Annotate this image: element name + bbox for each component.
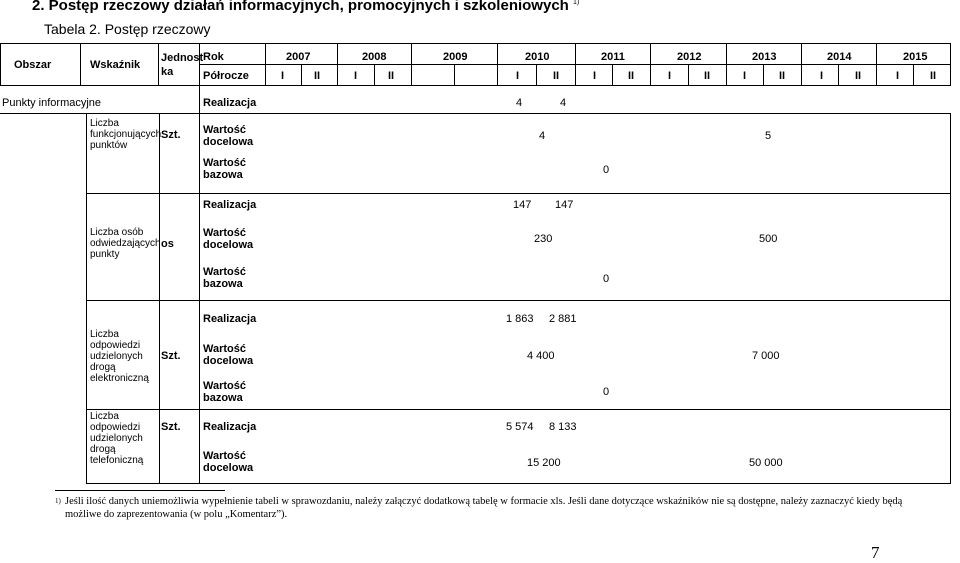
footnote-marker: 1) (55, 497, 61, 505)
realizacja-value: 5 574 (506, 421, 534, 433)
docelowa-value: 500 (759, 233, 778, 245)
year-label: 2008 (362, 51, 387, 63)
realizacja-label: Realizacja (203, 421, 257, 433)
docelowa-value: 5 (765, 130, 772, 142)
realizacja-label: Realizacja (203, 313, 257, 325)
bazowa-label: Wartość bazowa (203, 157, 246, 181)
section-heading-text: 2. Postęp rzeczowy działań informacyjnych, promocyjnych i szkoleniowych (32, 0, 569, 14)
indicator-name: Liczba odpowiedzi udzielonych drogą elektroniczną (90, 329, 149, 384)
realizacja-value: 147 (513, 199, 532, 211)
header-jednostka-line2: ka (161, 66, 174, 78)
indicator-name: Liczba osób odwiedzających punkty (90, 227, 161, 260)
indicator-unit: Szt. (161, 350, 181, 362)
docelowa-value: 50 000 (749, 457, 783, 469)
heading-footnote-ref: 1) (573, 0, 580, 6)
footnote (55, 495, 915, 520)
header-obszar: Obszar (14, 59, 52, 71)
docelowa-value: 4 400 (527, 350, 555, 362)
realizacja-label: Realizacja (203, 199, 257, 211)
indicator-name: Liczba odpowiedzi udzielonych drogą telefoniczną (90, 411, 144, 466)
docelowa-value: 7 000 (752, 350, 780, 362)
indicator-unit: Szt. (161, 421, 181, 433)
half-label: II (855, 70, 862, 82)
table-caption: Tabela 2. Postęp rzeczowy (44, 21, 211, 37)
year-label: 2014 (827, 51, 852, 63)
realizacja-value: 1 863 (506, 313, 534, 325)
footnote-text: Jeśli ilość danych uniemożliwia wypełnienie tabeli w sprawozdaniu, należy załączyć dodatkową tabelę w formacie xls. Jeśli dane dotyczące wskaźników nie są dostępne, należy zaznaczyć kiedy będą możliwe do zaprezentowania (w polu „Komentarz”). (65, 496, 903, 520)
half-label: I (896, 70, 900, 82)
year-label: 2015 (903, 51, 928, 63)
half-label: I (820, 70, 824, 82)
page-number: 7 (871, 543, 880, 562)
docelowa-value: 15 200 (527, 457, 561, 469)
realizacja-value: 147 (555, 199, 574, 211)
realizacja-value: 8 133 (549, 421, 577, 433)
year-label: 2012 (677, 51, 702, 63)
half-label: II (314, 70, 321, 82)
year-label: 2013 (752, 51, 777, 63)
bazowa-value: 0 (603, 273, 610, 285)
year-label: 2011 (601, 51, 625, 63)
indicator-unit: Szt. (161, 129, 181, 141)
bazowa-label: Wartość bazowa (203, 266, 246, 290)
realizacja-value: 4 (560, 97, 567, 109)
header-rok: Rok (203, 51, 224, 63)
year-label: 2007 (286, 51, 311, 63)
bazowa-label: Wartość bazowa (203, 380, 246, 404)
half-label: II (930, 70, 937, 82)
realizacja-label: Realizacja (203, 97, 257, 109)
docelowa-label: Wartość docelowa (203, 124, 254, 148)
half-label: II (553, 70, 560, 82)
indicator-name: Liczba funkcjonujących punktów (90, 118, 162, 151)
realizacja-value: 2 881 (549, 313, 577, 325)
footnote-divider (55, 490, 225, 491)
area-label: Punkty informacyjne (2, 97, 102, 109)
header-wskaznik: Wskaźnik (90, 59, 141, 71)
docelowa-value: 230 (534, 233, 553, 245)
bazowa-value: 0 (603, 164, 610, 176)
header-polrocze: Półrocze (203, 70, 249, 82)
year-label: 2010 (525, 51, 550, 63)
half-label: I (593, 70, 597, 82)
year-label: 2009 (443, 51, 468, 63)
half-label: I (516, 70, 520, 82)
docelowa-label: Wartość docelowa (203, 450, 254, 474)
half-label: II (779, 70, 786, 82)
docelowa-label: Wartość docelowa (203, 343, 254, 367)
half-label: I (354, 70, 358, 82)
half-label: I (281, 70, 285, 82)
indicator-unit: os (161, 238, 174, 250)
half-label: II (704, 70, 711, 82)
realizacja-value: 4 (516, 97, 523, 109)
bazowa-value: 0 (603, 386, 610, 398)
half-label: I (668, 70, 672, 82)
half-label: II (388, 70, 395, 82)
half-label: I (743, 70, 747, 82)
docelowa-label: Wartość docelowa (203, 227, 254, 251)
header-jednostka-line1: Jednost (161, 52, 204, 64)
docelowa-value: 4 (539, 130, 546, 142)
half-label: II (628, 70, 635, 82)
